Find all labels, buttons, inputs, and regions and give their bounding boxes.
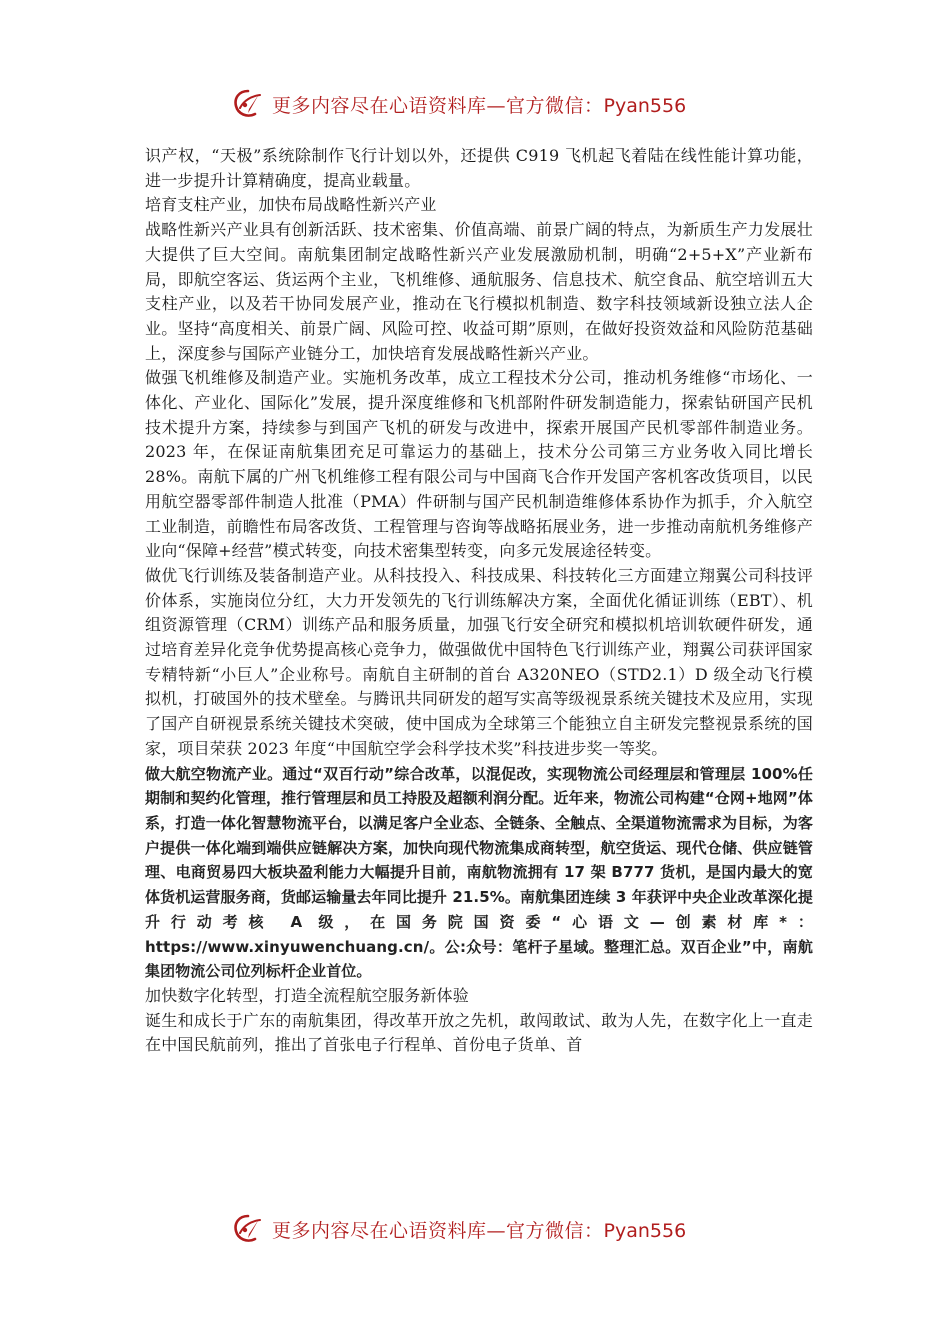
paragraph: 诞生和成长于广东的南航集团，得改革开放之先机，敢闯敢试、敢为人先，在数字化上一直走在中国民航前列，推出了首张电子行程单、首份电子货单、首 xyxy=(145,1010,813,1055)
paragraph: 做强飞机维修及制造产业。实施机务改革，成立工程技术分公司，推动机务维修“市场化、一体化、产业化、国际化”发展，提升深度维修和飞机部附件研发制造能力，探索钻研国产民机技术提升方案，持续参与到国产飞机的研发与改进中，探索开展国产民机零部件制造业务。2023 年，在保证南航集团充足可靠运力的基础上，技术分公司第三方业务收入同比增长 28%。南航下属的广州飞机维修工程有限公司与中国商飞合作开发国产客机客改货项目，以民用航空器零部件制造人批准（PMA）件研制与国产民机制造维修体系协作为抓手，介入航空工业制造，前瞻性布局客改货、工程管理与咨询等战略拓展业务，进一步推动南航机务维修产业向“保障+经营”模式转变，向技术密集型转变，向多元发展途径转变。 xyxy=(145,368,813,561)
banner-text: 更多内容尽在心语资料库—官方微信：Pyan556 xyxy=(272,94,687,117)
header-banner xyxy=(230,84,686,124)
paragraph: 做大航空物流产业。通过“双百行动”综合改革，以混促改，实现物流公司经理层和管理层 100%任期制和契约化管理，推行管理层和员工持股及超额利润分配。近年来，物流公司构建“仓网+地网”体系，打造一体化智慧物流平台，以满足客户全业态、全链条、全触点、全渠道物流需求为目标，为客户提供一体化端到端供应链解决方案，加快向现代物流集成商转型，航空货运、现代仓储、供应链管理、电商贸易四大板块盈利能力大幅提升目前，南航物流拥有 17 架 B777 货机，是国内最大的宽体货机运营服务商，货邮运输量去年同比提升 21.5%。南航集团连续 3 年获评中央企业改革深化提升行动考核 A 级，在国务院国资委“心语文—创素材库*：https://www.xinyuwenchuang.cn/。公:众号：笔杆子星域。整理汇总。双百企业”中，南航集团物流公司位列标杆企业首位。 xyxy=(145,764,813,981)
paragraph: 战略性新兴产业具有创新活跃、技术密集、价值高端、前景广阔的特点，为新质生产力发展壮大提供了巨大空间。南航集团制定战略性新兴产业发展激励机制，明确“2+5+X”产业新布局，即航空客运、货运两个主业，飞机维修、通航服务、信息技术、航空食品、航空培训五大支柱产业，以及若干协同发展产业，推动在飞行模拟机制造、数字科技领域新设独立法人企业。坚持“高度相关、前景广阔、风险可控、收益可期”原则，在做好投资效益和风险防范基础上，深度参与国际产业链分工，加快培育发展战略性新兴产业。 xyxy=(145,220,813,363)
section-heading: 加快数字化转型，打造全流程航空服务新体验 xyxy=(145,985,470,1005)
pen-swirl-logo-icon xyxy=(230,86,266,122)
footer-banner xyxy=(230,1209,686,1249)
document-body xyxy=(145,144,813,1058)
banner-text: 更多内容尽在心语资料库—官方微信：Pyan556 xyxy=(272,1219,687,1242)
paragraph: 识产权，“天极”系统除制作飞行计划以外，还提供 C919 飞机起飞着陆在线性能计算功能，进一步提升计算精确度，提高业载量。 xyxy=(145,146,813,190)
paragraph: 做优飞行训练及装备制造产业。从科技投入、科技成果、科技转化三方面建立翔翼公司科技评价体系，实施岗位分红，大力开发领先的飞行训练解决方案，全面优化循证训练（EBT）、机组资源管理（CRM）训练产品和服务质量，加强飞行安全研究和模拟机培训软硬件研发，通过培育差异化竞争优势提高核心竞争力，做强做优中国特色飞行训练产业，翔翼公司获评国家专精特新“小巨人”企业称号。南航自主研制的首台 A320NEO（STD2.1）D 级全动飞行模拟机，打破国外的技术壁垒。与腾讯共同研发的超写实高等级视景系统关键技术及应用，实现了国产自研视景系统关键技术突破，使中国成为全球第三个能独立自主研发完整视景系统的国家，项目荣获 2023 年度“中国航空学会科学技术奖”科技进步奖一等奖。 xyxy=(145,565,813,758)
pen-swirl-logo-icon xyxy=(230,1211,266,1247)
section-heading: 培育支柱产业，加快布局战略性新兴产业 xyxy=(145,195,437,215)
